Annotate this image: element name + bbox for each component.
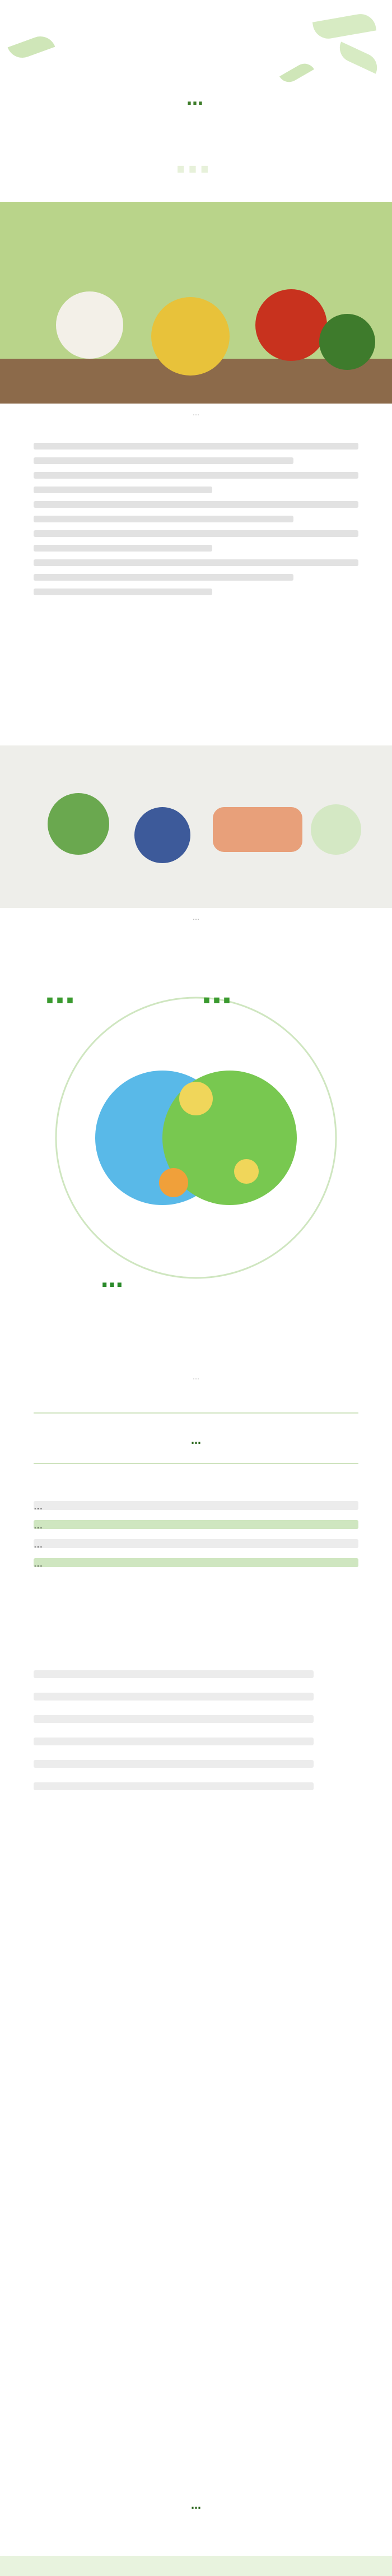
text-line	[34, 559, 358, 566]
bottom-bar	[0, 2556, 392, 2576]
text-line	[34, 589, 212, 595]
photo-caption: …	[193, 409, 199, 417]
sponsor-line	[34, 1760, 314, 1768]
leaf-decoration	[312, 12, 376, 41]
vegetables-photo	[0, 202, 392, 404]
text-line	[34, 501, 358, 508]
clinic-info	[34, 1480, 358, 1588]
leaf-decoration	[335, 41, 381, 73]
text-line	[34, 516, 293, 522]
leaf-decoration	[279, 59, 314, 86]
food-photo	[0, 745, 392, 908]
text-line	[34, 457, 293, 464]
text-line	[34, 574, 293, 581]
text-line	[34, 487, 212, 493]
section-title: …	[191, 1435, 201, 1447]
poster-headline-1: …	[45, 975, 75, 1011]
info-row: …	[34, 1520, 358, 1529]
sponsor-line	[34, 1738, 314, 1745]
photo-caption: …	[193, 914, 199, 921]
poster-headline-2: …	[202, 975, 232, 1011]
poster-year-line: …	[101, 1267, 123, 1292]
photo-caption: …	[193, 1373, 199, 1381]
text-line	[34, 443, 358, 450]
section-divider	[34, 1412, 358, 1414]
section-divider	[34, 1463, 358, 1464]
text-line	[34, 472, 358, 479]
text-line	[34, 545, 212, 552]
info-row: …	[34, 1501, 358, 1510]
header-title: …	[186, 90, 206, 109]
sponsor-line	[34, 1670, 314, 1678]
info-row: …	[34, 1558, 358, 1567]
header-subtitle: …	[175, 140, 217, 182]
sponsor-line	[34, 1782, 314, 1790]
article-header	[0, 0, 392, 202]
nutrition-week-poster	[34, 953, 358, 1368]
intro-paragraphs	[34, 443, 358, 603]
text-line	[34, 530, 358, 537]
sponsor-line	[34, 1715, 314, 1723]
sponsor-line	[34, 1693, 314, 1701]
end-mark: …	[191, 2500, 201, 2512]
info-row: …	[34, 1539, 358, 1548]
leaf-decoration	[8, 32, 55, 62]
